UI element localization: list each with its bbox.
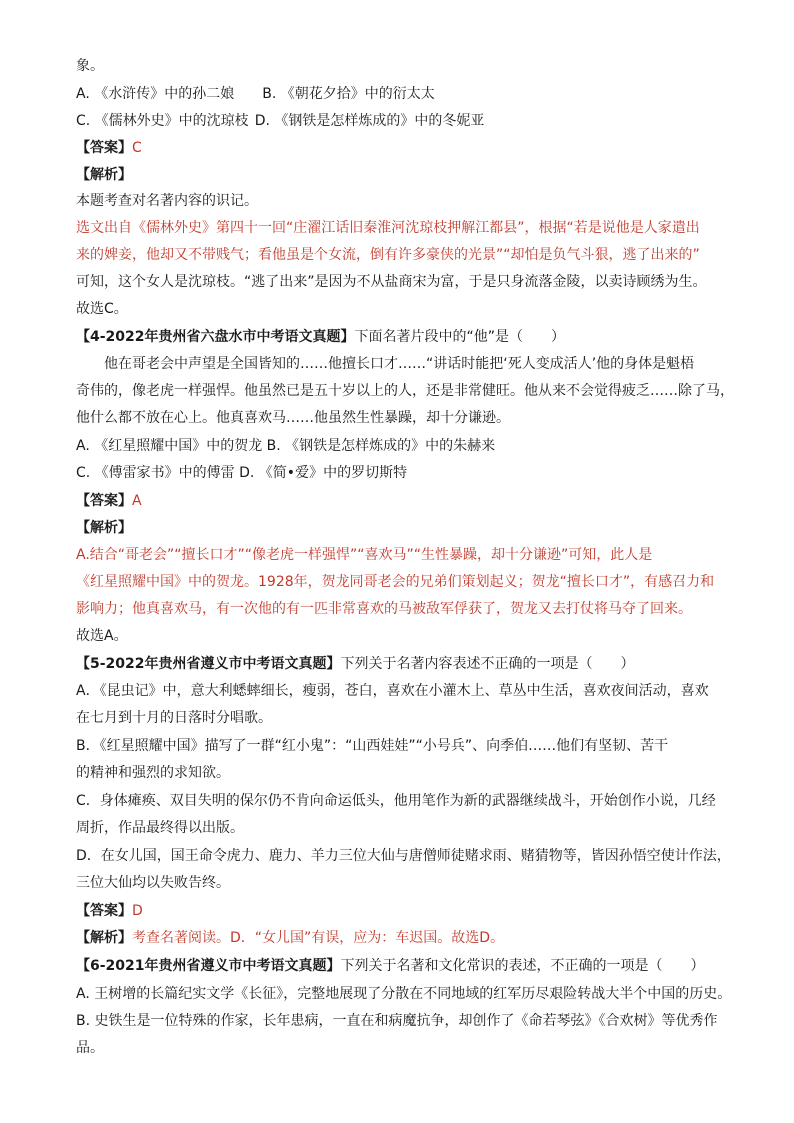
option-d: D. 《钢铁是怎样炼成的》中的冬妮亚 (254, 113, 485, 129)
question-header (76, 327, 565, 347)
answer-line (76, 138, 142, 158)
option-c: C. 《儒林外史》中的沈琼枝 (76, 113, 249, 129)
option-row-cd (76, 111, 484, 131)
question-stem-tail: 象。 (76, 58, 104, 74)
option-b-line: B. 史铁生是一位特殊的作家，长年患病，一直在和病魔抗争，却创作了《命若琴弦》《合欢树》等优秀作 (76, 1013, 718, 1029)
passage-line: 他在哥老会中声望是全国皆知的……他擅长口才……“讲话时能把‘死人变成活人’他的身体是魁梧 (104, 356, 695, 372)
answer-label: 【答案】 (76, 493, 132, 509)
option-row-cd: C. 《傅雷家书》中的傅雷 D. 《简•爱》中的罗切斯特 (76, 465, 408, 481)
answer-value: D (132, 903, 143, 919)
option-a-line: A. 王树增的长篇纪实文学《长征》，完整地展现了分散在不同地域的红军历尽艰险转战大半个中国的历史。 (76, 986, 732, 1002)
question-source: 【4-2022年贵州省六盘水市中考语文真题】 (76, 329, 355, 345)
answer-label: 【答案】 (76, 903, 132, 919)
question-header (76, 956, 705, 976)
answer-line (76, 901, 143, 921)
analysis-label: 【解析】 (76, 520, 132, 536)
analysis-intro: 本题考查对名著内容的识记。 (76, 193, 258, 209)
option-a-line: 在七月到十月的日落时分唱歌。 (76, 710, 272, 726)
question-stem: 下面名著片段中的“他”是（ ） (354, 329, 566, 345)
analysis-text-line: 可知，这个女人是沈琼枝。“逃了出来”是因为不从盐商宋为富，于是只身流落金陵，以卖诗顾绣为生。 (76, 274, 707, 290)
option-row-ab (76, 84, 435, 104)
question-stem: 下列关于名著内容表述不正确的一项是（ ） (340, 656, 635, 672)
passage-line: 他什么都不放在心上。他真喜欢马……他虽然生性暴躁，却十分谦逊。 (76, 410, 510, 426)
option-b-line: B．《红星照耀中国》描写了一群“红小鬼”：“山西娃娃”“小号兵”、向季伯……他们有坚韧、苦干 (76, 738, 669, 754)
option-c-line: C．身体瘫痪、双目失明的保尔仍不肯向命运低头，他用笔作为新的武器继续战斗，开始创作小说，几经 (76, 793, 716, 809)
option-a: A. 《水浒传》中的孙二娘 (76, 86, 235, 102)
analysis-text-line: 影响力；他真喜欢马，有一次他的有一匹非常喜欢的马被敌军俘获了，贺龙又去打仗将马夺了回来。 (76, 601, 692, 617)
passage-line: 奇伟的，像老虎一样强悍。他虽然已是五十岁以上的人，还是非常健旺。他从来不会觉得疲乏……除了马， (76, 383, 734, 399)
answer-line (76, 491, 142, 511)
option-b: B. 《朝花夕拾》中的衍太太 (262, 86, 435, 102)
analysis-text: 考查名著阅读。D．“女儿国”有误，应为：车迟国。故选D。 (132, 930, 505, 946)
analysis-text-line: 《红星照耀中国》中的贺龙。1928年，贺龙同哥老会的兄弟们策划起义；贺龙“擅长口才”，有感召力和 (76, 574, 715, 590)
analysis-line (76, 928, 504, 948)
option-row-ab: A. 《红星照耀中国》中的贺龙 B. 《钢铁是怎样炼成的》中的朱赫来 (76, 438, 496, 454)
answer-label: 【答案】 (76, 140, 132, 156)
question-stem: 下列关于名著和文化常识的表述，不正确的一项是（ ） (340, 958, 705, 974)
conclusion: 故选A。 (76, 628, 128, 644)
analysis-text-line: 选文出自《儒林外史》第四十一回“庄濯江话旧秦淮河沈琼枝押解江都县”，根据“若是说他是人家遣出 (76, 220, 700, 236)
option-a-line: A．《昆虫记》中，意大利蟋蟀细长，瘦弱，苍白，喜欢在小灌木上、草丛中生活，喜欢夜间活动，喜欢 (76, 683, 709, 699)
analysis-text-line: A.结合“哥老会”“擅长口才”“像老虎一样强悍”“喜欢马”“生性暴躁，却十分谦逊”可知，此人是 (76, 547, 653, 563)
conclusion: 故选C。 (76, 301, 128, 317)
option-b-line: 的精神和强烈的求知欲。 (76, 765, 230, 781)
question-header (76, 654, 635, 674)
option-d-line: D．在女儿国，国王命令虎力、鹿力、羊力三位大仙与唐僧师徒赌求雨、赌猜物等，皆因孙悟空使计作法， (76, 848, 731, 864)
answer-value: C (132, 140, 142, 156)
question-source: 【6-2021年贵州省遵义市中考语文真题】 (76, 958, 341, 974)
analysis-label: 【解析】 (76, 167, 132, 183)
analysis-label: 【解析】 (76, 930, 132, 946)
analysis-text-line: 来的婢妾，他却又不带贱气；看他虽是个女流，倒有许多豪侠的光景”“却怕是负气斗狠，逃了出来的” (76, 247, 700, 263)
option-c-line: 周折，作品最终得以出版。 (76, 820, 244, 836)
question-source: 【5-2022年贵州省遵义市中考语文真题】 (76, 656, 341, 672)
option-d-line: 三位大仙均以失败告终。 (76, 875, 230, 891)
answer-value: A (132, 493, 142, 509)
option-b-line: 品。 (76, 1040, 104, 1056)
